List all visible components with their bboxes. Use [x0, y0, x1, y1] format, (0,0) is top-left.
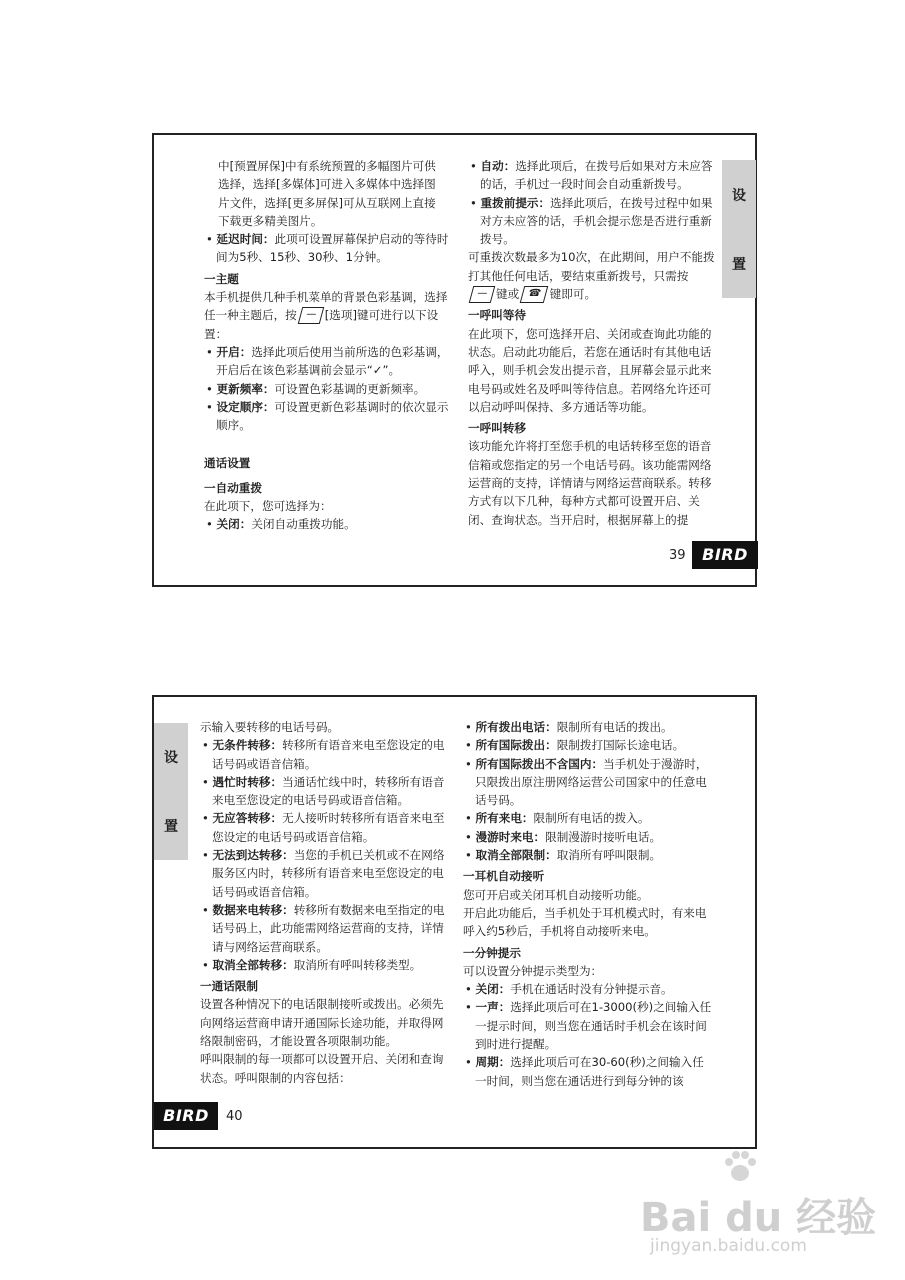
item-label: 关闭：	[475, 982, 511, 997]
list-item: • 更新频率：可设置色彩基调的更新频率。	[206, 381, 426, 396]
item-label: 设定顺序：	[216, 399, 275, 414]
paragraph: 该功能允许将打至您手机的电话转移至您的语音信箱或您指定的另一个电话号码。该功能需网络运营商的支持，详情请与网络运营商联系。转移方式有以下几种，每种方式都可设置开启、关闭、查询状态。当开启时，根据屏幕上的提	[468, 439, 712, 527]
text-line: 中[预置屏保]中有系统预置的多幅图片可供	[218, 159, 436, 173]
tab-char: 设	[732, 187, 746, 204]
right-column	[463, 718, 713, 1090]
item-label: 数据来电转移：	[212, 902, 294, 917]
item-text: 取消所有呼叫限制。	[556, 848, 662, 863]
page-number: 39	[669, 548, 686, 563]
item-text: 此项可设置屏幕保护启动的等待时间为5秒、15秒、30秒、1分钟。	[216, 232, 449, 265]
item-label: 一声：	[475, 1000, 511, 1015]
item-label: 更新频率：	[216, 381, 275, 396]
list-item: • 所有国际拨出不含国内：当手机处于漫游时，只限拨出原注册网络运营公司国家中的任意电话号码。	[465, 756, 708, 808]
bird-logo: BIRD	[692, 541, 758, 569]
item-text: 手机在通话时没有分钟提示音。	[510, 982, 673, 997]
item-text: 选择此项后使用当前所选的色彩基调，开启后在该色彩基调前会显示“✓”。	[216, 344, 449, 378]
paragraph: 呼叫限制的每一项都可以设置开启、关闭和查询状态。呼叫限制的内容包括：	[200, 1052, 444, 1085]
soft-key-icon: —	[297, 307, 324, 324]
text-span: 键即可。	[549, 287, 597, 302]
item-text: 选择此项后，在拨号过程中如果对方未应答的话，手机会提示您是否进行重新拨号。	[480, 195, 713, 247]
text-span: [选项]键可进行以下设置：	[204, 308, 439, 341]
paragraph: 示输入要转移的电话号码。	[200, 720, 340, 734]
list-item: • 取消全部限制：取消所有呼叫限制。	[465, 848, 662, 863]
item-label: 取消全部转移：	[212, 957, 294, 972]
item-label: 所有国际拨出不含国内：	[475, 756, 604, 771]
watermark-brand: Bai du 经验	[640, 1195, 877, 1241]
item-label: 延迟时间：	[216, 232, 275, 247]
text-line: 片文件，选择[更多屏保]可从互联网上直接	[218, 195, 436, 210]
list-item: • 无条件转移：转移所有语音来电至您设定的电话号码或语音信箱。	[202, 738, 445, 771]
paragraph: 在此项下，您可选择开启、关闭或查询此功能的状态。启动此功能后，若您在通话时有其他电话呼入，则手机会发出提示音，且屏幕会显示此来电号码或姓名及呼叫等待信息。若网络允许还可以启动呼叫保持、多方通话等功能。	[468, 326, 712, 414]
soft-key-icon: —	[469, 286, 496, 303]
paragraph: 在此项下，您可选择为：	[204, 499, 332, 514]
left-column	[204, 157, 452, 534]
page-number: 40	[226, 1109, 243, 1124]
list-item: • 开启：选择此项后使用当前所选的色彩基调，开启后在该色彩基调前会显示“✓”。	[206, 344, 449, 378]
list-item: • 延迟时间：此项可设置屏幕保护启动的等待时间为5秒、15秒、30秒、1分钟。	[206, 232, 449, 265]
tab-char: 置	[164, 818, 178, 835]
section-heading: 一分钟提示	[463, 945, 521, 960]
item-text: 限制拨打国际长途电话。	[556, 738, 685, 753]
item-text: 选择此项后可在30-60(秒)之间输入任一时间，则当您在通话进行到每分钟的该	[475, 1055, 704, 1088]
section-heading: 一通话限制	[200, 979, 258, 994]
item-text: 当手机处于漫游时，只限拨出原注册网络运营公司国家中的任意电话号码。	[475, 756, 708, 808]
watermark-url: jingyan.baidu.com	[650, 1236, 807, 1256]
list-item: • 所有国际拨出：限制拨打国际长途电话。	[465, 738, 685, 753]
item-text: 限制所有电话的拨入。	[533, 811, 650, 826]
item-text: 限制漫游时接听电话。	[545, 829, 662, 844]
list-item: • 重拨前提示：选择此项后，在拨号过程中如果对方未应答的话，手机会提示您是否进行重新拨号。	[470, 195, 713, 247]
right-column	[468, 157, 716, 529]
item-label: 周期：	[475, 1055, 511, 1070]
list-item: • 遇忙时转移：当通话忙线中时，转移所有语音来电至您设定的电话号码或语音信箱。	[202, 774, 445, 808]
manual-page-40	[152, 695, 757, 1149]
item-label: 所有拨出电话：	[475, 720, 557, 734]
section-heading: 一呼叫转移	[468, 421, 526, 436]
text-span: 本手机提供几种手机菜单的背景色彩基调，选择任一种主题后，按	[204, 290, 448, 323]
item-text: 转移所有数据来电至指定的电话号码上，此功能需网络运营商的支持，详情请与网络运营商联系。	[212, 902, 445, 954]
paragraph: 设置各种情况下的电话限制接听或拨出。必须先向网络运营商申请开通国际长途功能，并取得网络限制密码，才能设置各项限制功能。	[200, 997, 444, 1049]
item-label: 关闭：	[216, 517, 252, 532]
item-label: 所有来电：	[475, 811, 534, 826]
item-label: 遇忙时转移：	[212, 774, 283, 789]
baidu-watermark	[640, 1150, 880, 1270]
list-item: • 取消全部转移：取消所有呼叫转移类型。	[202, 957, 422, 972]
item-label: 取消全部限制：	[475, 848, 557, 863]
bird-logo: BIRD	[154, 1102, 218, 1130]
list-item: • 无应答转移：无人接听时转移所有语音来电至您设定的电话号码或语音信箱。	[202, 811, 445, 844]
item-label: 重拨前提示：	[480, 195, 551, 210]
item-label: 无条件转移：	[212, 738, 283, 753]
item-text: 关闭自动重拨功能。	[251, 517, 356, 532]
section-heading: 一主题	[204, 271, 239, 286]
list-item: • 数据来电转移：转移所有数据来电至指定的电话号码上，此功能需网络运营商的支持，详情请与网络运营商联系。	[202, 902, 445, 954]
item-text: 限制所有电话的拨出。	[556, 720, 673, 734]
paragraph: 可以设置分钟提示类型为：	[463, 963, 603, 978]
paragraph	[468, 248, 716, 303]
end-call-key-icon: ☎	[520, 286, 549, 303]
item-text: 可设置更新色彩基调时的依次显示顺序。	[216, 399, 449, 433]
list-item: • 设定顺序：可设置更新色彩基调时的依次显示顺序。	[206, 399, 449, 433]
tab-char: 设	[164, 750, 178, 767]
manual-page-39	[152, 133, 757, 587]
text-span: 键或	[496, 287, 520, 302]
item-text: 无人接听时转移所有语音来电至您设定的电话号码或语音信箱。	[212, 811, 445, 844]
section-tab	[722, 160, 756, 298]
left-column	[200, 718, 450, 1087]
text-line: 下载更多精美图片。	[218, 213, 323, 228]
section-heading: 一耳机自动接听	[463, 869, 545, 884]
list-item: • 所有拨出电话：限制所有电话的拨出。	[465, 720, 673, 734]
item-text: 选择此项后可在1-3000(秒)之间输入任一提示时间，则当您在通话时手机会在该时间到时进行提醒。	[475, 1000, 712, 1052]
item-text: 当您的手机已关机或不在网络服务区内时，转移所有语音来电至您设定的电话号码或语音信箱。	[212, 848, 445, 899]
item-label: 开启：	[216, 344, 252, 359]
item-text: 选择此项后，在拨号后如果对方未应答的话，手机过一段时间会自动重新拨号。	[480, 159, 713, 192]
text-line: 选择，选择[多媒体]可进入多媒体中选择图	[218, 177, 436, 192]
list-item: • 一声：选择此项后可在1-3000(秒)之间输入任一提示时间，则当您在通话时手机会在该时间到时进行提醒。	[465, 1000, 712, 1052]
item-text: 取消所有呼叫转移类型。	[293, 957, 422, 972]
paragraph: 开启此功能后，当手机处于耳机模式时，有来电呼入约5秒后，手机将自动接听来电。	[463, 905, 707, 939]
list-item: • 周期：选择此项后可在30-60(秒)之间输入任一时间，则当您在通话进行到每分钟的该	[465, 1055, 704, 1088]
list-item: • 关闭：关闭自动重拨功能。	[206, 517, 356, 532]
list-item: • 无法到达转移：当您的手机已关机或不在网络服务区内时，转移所有语音来电至您设定的电话号码或语音信箱。	[202, 848, 445, 899]
paragraph	[204, 288, 452, 343]
tab-char: 置	[732, 256, 746, 273]
section-heading: 一呼叫等待	[468, 308, 526, 323]
item-label: 漫游时来电：	[475, 829, 546, 844]
item-label: 无法到达转移：	[212, 848, 294, 863]
list-item: • 关闭：手机在通话时没有分钟提示音。	[465, 982, 673, 997]
paw-icon	[720, 1146, 760, 1186]
list-item: • 自动：选择此项后，在拨号后如果对方未应答的话，手机过一段时间会自动重新拨号。	[470, 159, 713, 192]
section-title: 通话设置	[204, 456, 251, 471]
item-label: 自动：	[480, 159, 516, 173]
item-label: 所有国际拨出：	[475, 738, 557, 753]
item-text: 可设置色彩基调的更新频率。	[274, 381, 426, 396]
paragraph: 您可开启或关闭耳机自动接听功能。	[463, 887, 649, 902]
item-label: 无应答转移：	[212, 811, 283, 826]
section-heading: 一自动重拨	[204, 480, 262, 495]
item-text: 转移所有语音来电至您设定的电话号码或语音信箱。	[212, 738, 445, 771]
text-span: 可重拨次数最多为10次，在此期间，用户不能拨打其他任何电话，要结束重新拨号，只需按	[468, 250, 715, 283]
section-tab	[154, 723, 188, 860]
item-text: 当通话忙线中时，转移所有语音来电至您设定的电话号码或语音信箱。	[212, 774, 445, 808]
list-item: • 所有来电：限制所有电话的拨入。	[465, 811, 650, 826]
list-item: • 漫游时来电：限制漫游时接听电话。	[465, 829, 662, 844]
